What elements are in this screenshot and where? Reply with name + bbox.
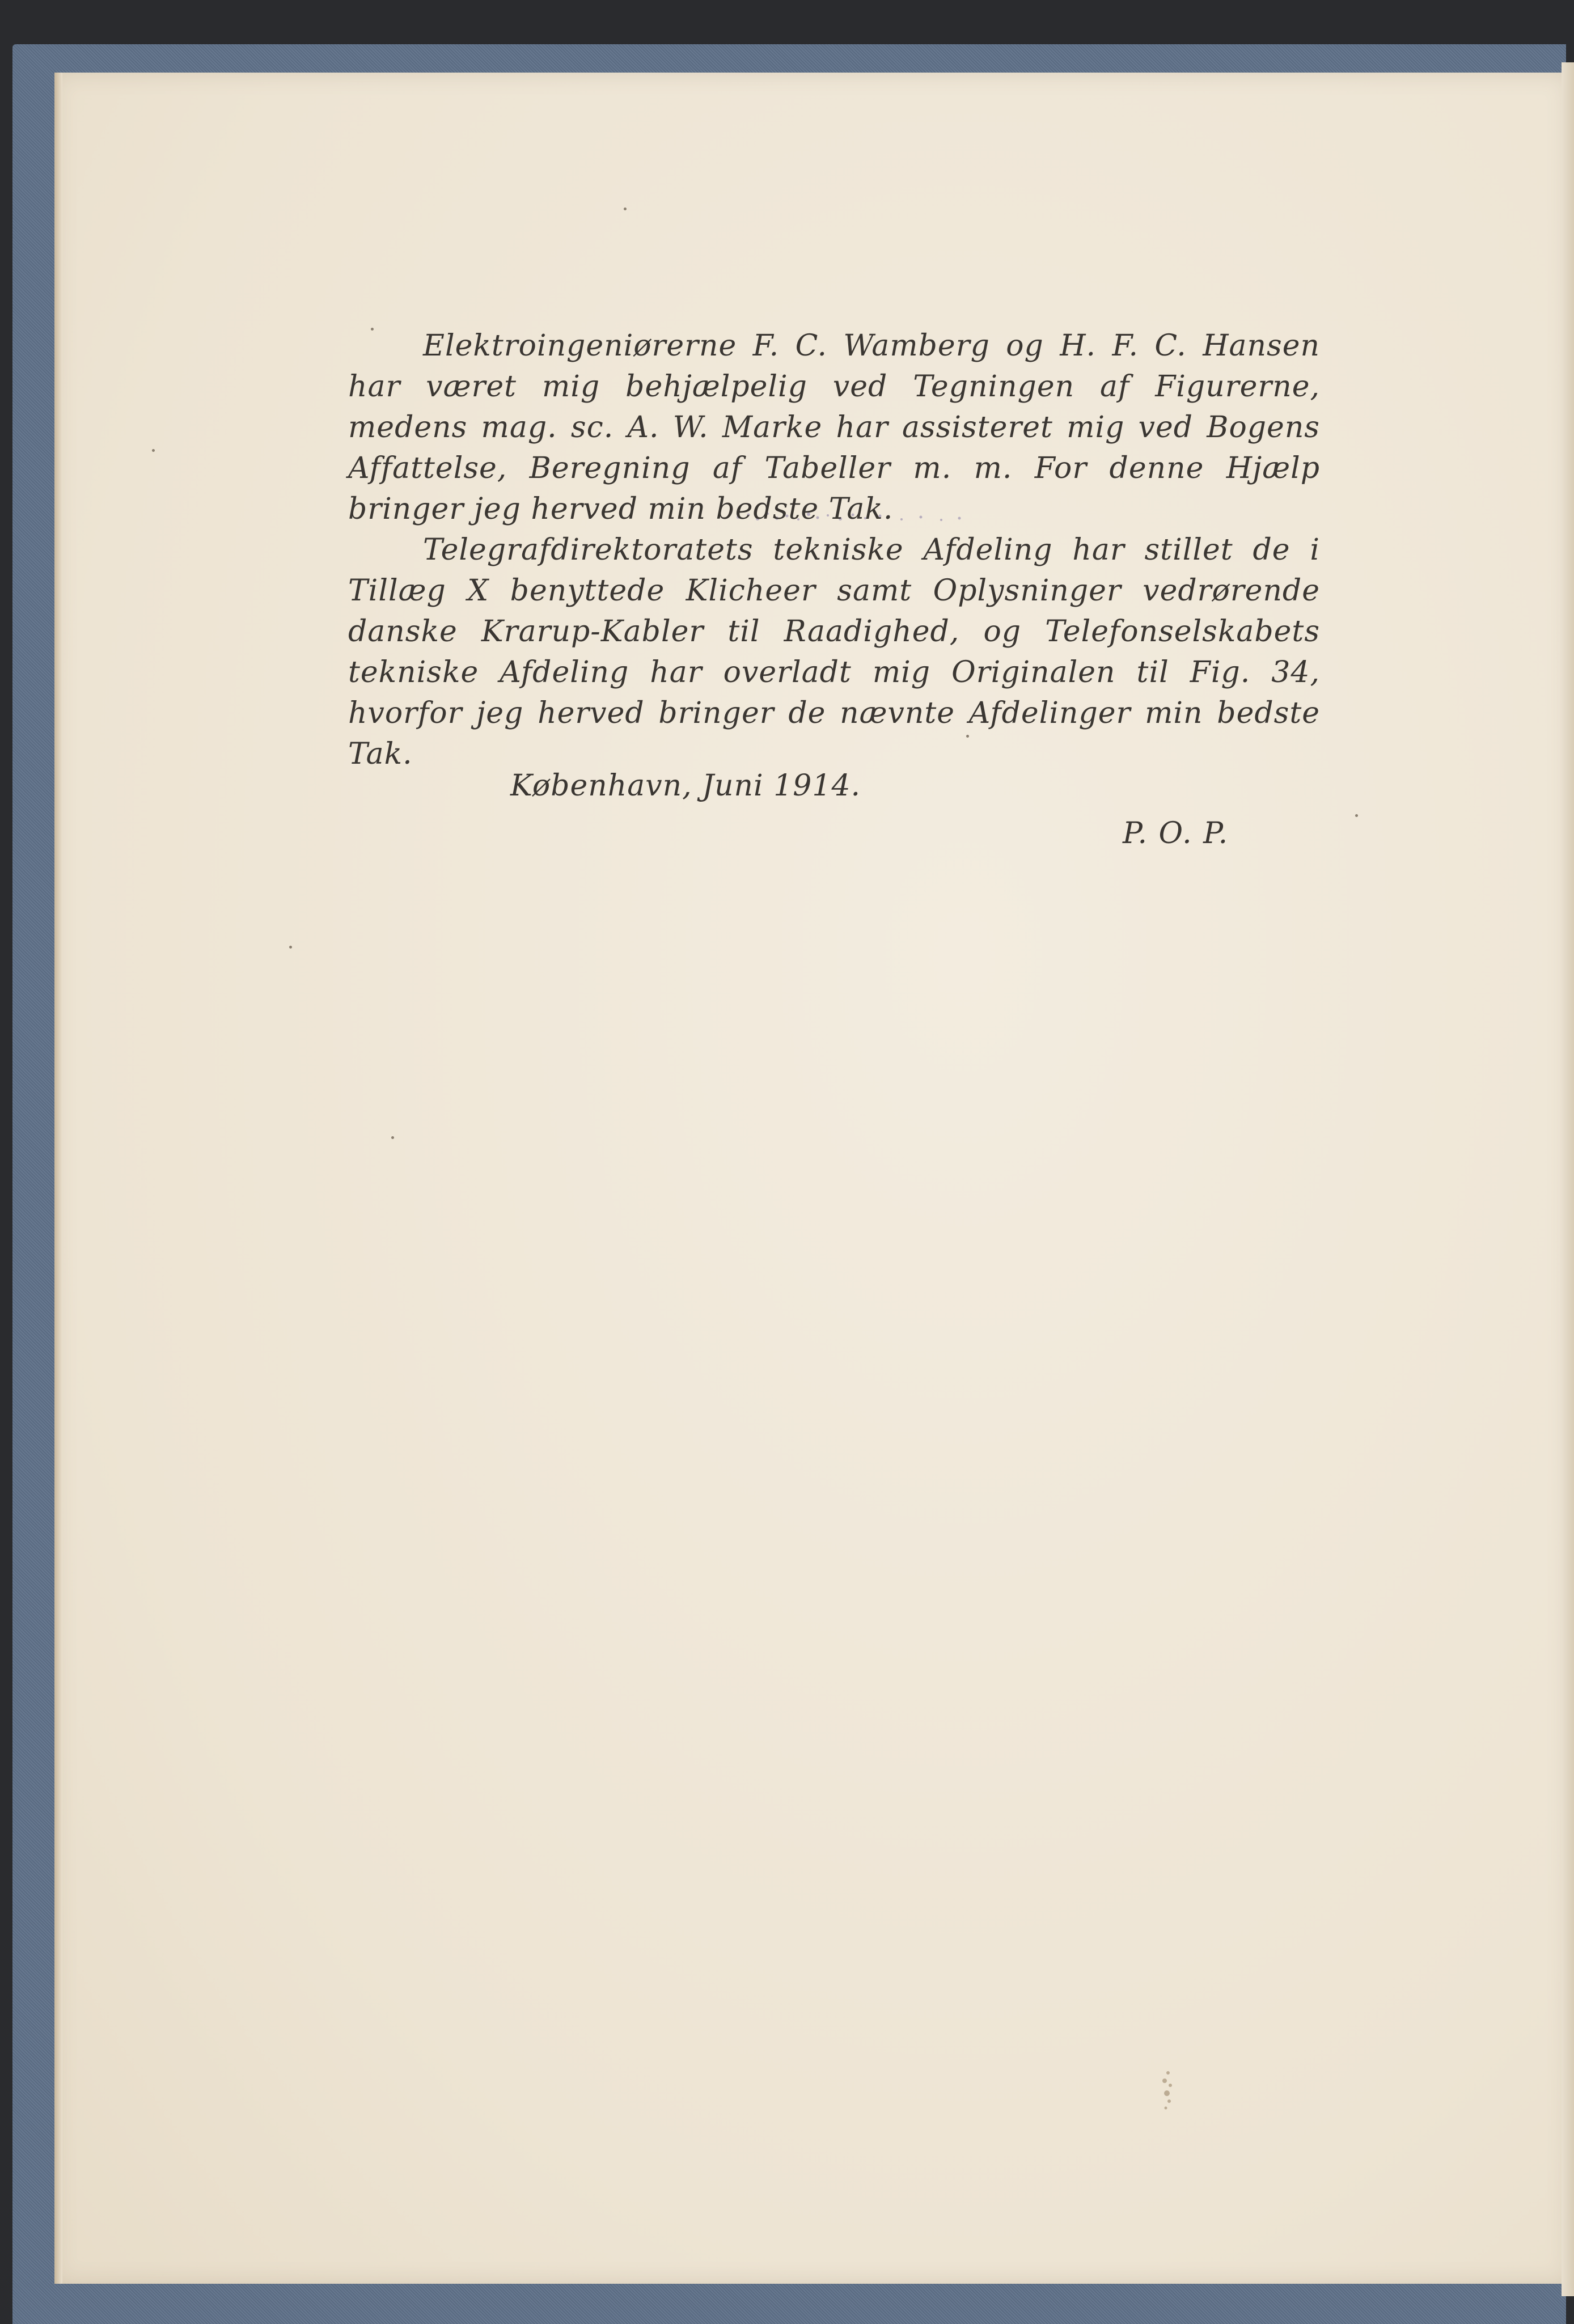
author-initials: P. O. P. <box>1123 816 1229 850</box>
paper-blemish <box>1157 2068 1179 2114</box>
paragraph-2: Telegrafdirektoratets tekniske Afdeling har stillet de i Tillæg X benyttede Klicheer samt Oplysninger vedrørende danske Krarup-Kabler til Raadighed, og Telefonselskabets tekniske Afdeling har overladt mig Originalen til Fig. 34, hvorfor jeg herved bringer de nævnte Afdelinger min bedste Tak. <box>348 533 1320 771</box>
place-and-date: København, Juni 1914. <box>510 769 861 803</box>
page-gutter-edge <box>54 73 62 2284</box>
paper-speck <box>371 328 374 331</box>
paper-speck <box>391 1136 394 1139</box>
paper-speck <box>289 946 292 949</box>
paper-speck <box>966 735 969 738</box>
paper-speck <box>624 208 627 210</box>
acknowledgement-text <box>348 325 1320 774</box>
paragraph-1: Elektroingeniørerne F. C. Wamberg og H. F. C. Hansen har været mig behjælpelig ved Tegningen af Figurerne, medens mag. sc. A. W. Marke har assisteret mig ved Bogens Affattelse, Beregning af Tabeller m. m. For denne Hjælp bringer jeg herved min bedste Tak. <box>348 329 1320 526</box>
page-fore-edge <box>1562 62 1574 2296</box>
paper-speck <box>152 449 155 452</box>
paper-speck <box>1355 814 1358 817</box>
